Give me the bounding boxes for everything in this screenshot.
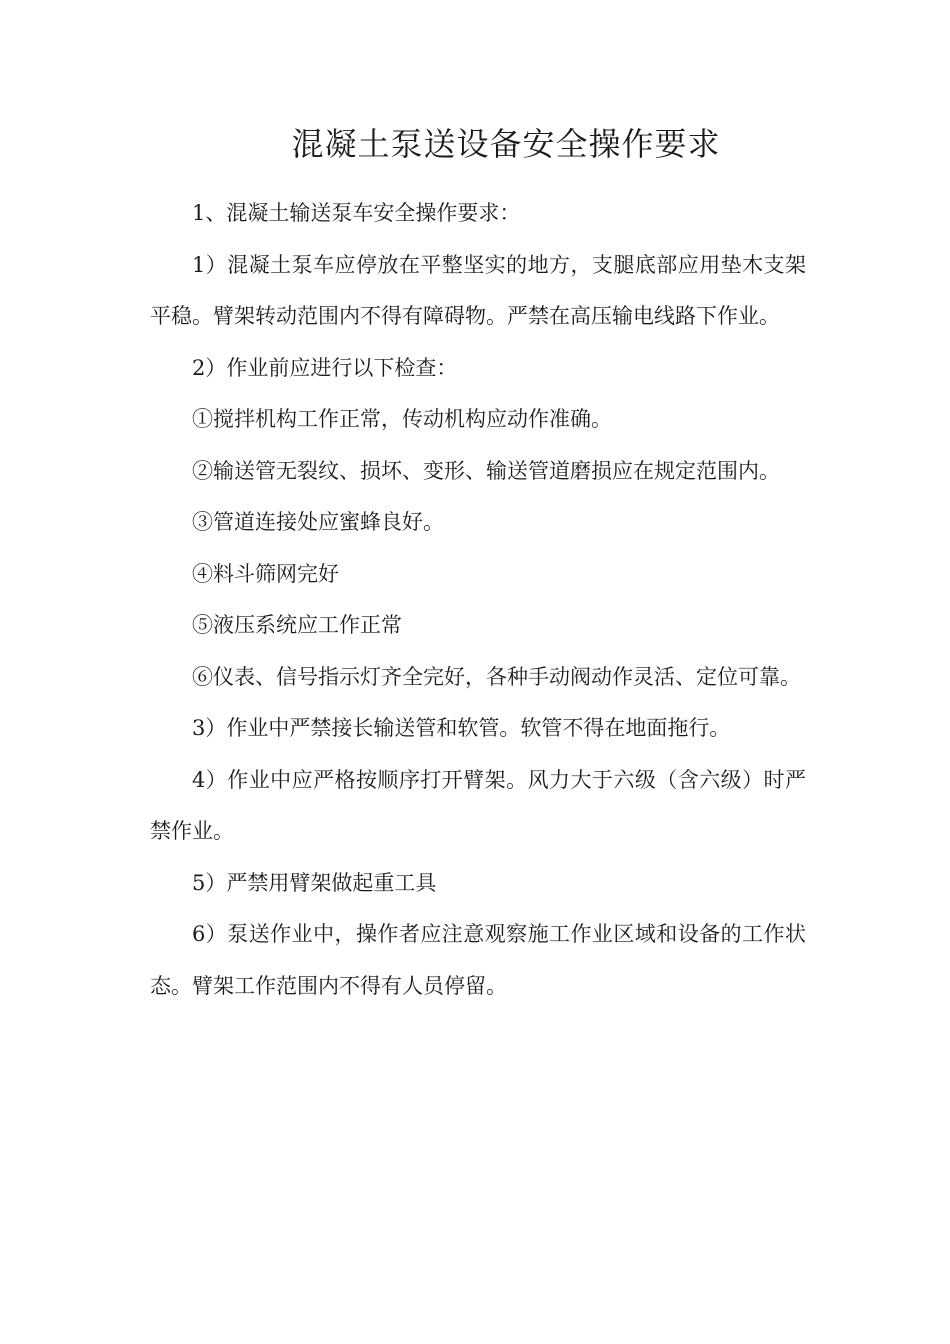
item-6-observe-work-area: 6）泵送作业中，操作者应注意观察施工作业区域和设备的工作状态。臂架工作范围内不得有人员停留。 <box>150 922 806 998</box>
section-heading-pump-truck: 1、混凝土输送泵车安全操作要求： <box>192 201 521 225</box>
document-body <box>150 188 806 1012</box>
check-hopper-screen: ④料斗筛网完好 <box>192 561 339 586</box>
check-hydraulic-system: ⑤液压系统应工作正常 <box>192 613 402 637</box>
check-pipe-connection: ③管道连接处应蜜蜂良好。 <box>192 510 444 534</box>
item-5-no-lifting: 5）严禁用臂架做起重工具 <box>192 870 437 895</box>
item-1-parking-requirement: 1）混凝土泵车应停放在平整坚实的地方，支腿底部应用垫木支架平稳。臂架转动范围内不得有障碍物。严禁在高压输电线路下作业。 <box>150 252 806 328</box>
check-instruments-signals: ⑥仪表、信号指示灯齐全完好，各种手动阀动作灵活、定位可靠。 <box>192 664 801 689</box>
document-title: 混凝土泵送设备安全操作要求 <box>291 125 721 163</box>
check-delivery-pipe: ②输送管无裂纹、损坏、变形、输送管道磨损应在规定范围内。 <box>192 458 780 483</box>
check-mixing-mechanism: ①搅拌机构工作正常，传动机构应动作准确。 <box>192 407 612 431</box>
item-3-no-extension: 3）作业中严禁接长输送管和软管。软管不得在地面拖行。 <box>192 716 731 740</box>
item-4-boom-sequence: 4）作业中应严格按顺序打开臂架。风力大于六级（含六级）时严禁作业。 <box>150 767 806 843</box>
item-2-pre-operation-check: 2）作业前应进行以下检查： <box>192 355 458 380</box>
